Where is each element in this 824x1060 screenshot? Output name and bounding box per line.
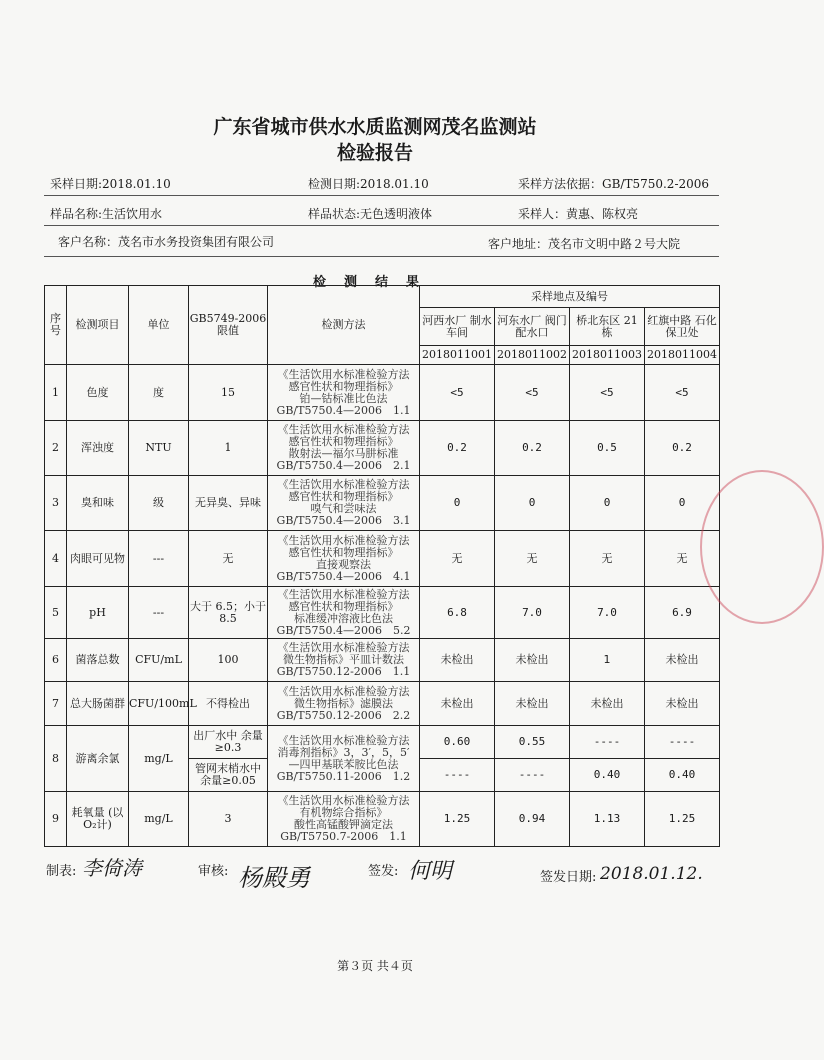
row-value: <5: [420, 365, 495, 421]
header-limit: GB5749-2006 限值: [189, 286, 268, 365]
prepared-label: 制表:: [46, 864, 77, 879]
header-no: 序号: [45, 286, 67, 365]
sample-name: 样品名称:生活饮用水: [50, 207, 163, 221]
test-date: 检测日期:2018.01.10: [308, 177, 429, 191]
row-value: 0.2: [645, 421, 720, 476]
row-method: 《生活饮用水标准检验方法 感官性状和物理指标》 散射法—福尔马肼标准 GB/T5750.4—2006 2.1: [268, 421, 420, 476]
issue-date: 2018.01.12.: [600, 864, 703, 884]
row-value: 0.2: [420, 421, 495, 476]
row-limit: 15: [189, 365, 268, 421]
row-no: 2: [45, 421, 67, 476]
row-item: 臭和味: [67, 476, 129, 531]
row-value: 未检出: [570, 682, 645, 726]
official-seal: [700, 470, 824, 624]
table-row: [45, 476, 720, 531]
row-value: 1.13: [570, 792, 645, 847]
row-value: 6.8: [420, 587, 495, 639]
header-unit: 单位: [129, 286, 189, 365]
row-value: 无: [645, 531, 720, 587]
table-row: [45, 365, 720, 421]
divider: [44, 256, 719, 257]
row-unit: CFU/100mL: [129, 682, 189, 726]
row-value: 0.55: [495, 726, 570, 759]
row-value: 未检出: [645, 639, 720, 682]
row-item: 总大肠菌群: [67, 682, 129, 726]
row-unit: NTU: [129, 421, 189, 476]
issued-label: 签发:: [368, 864, 399, 879]
reviewed-label: 审核:: [198, 864, 229, 879]
row-value: ----: [495, 759, 570, 792]
row-method: 《生活饮用水标准检验方法 微生物指标》滤膜法 GB/T5750.12-2006 2.2: [268, 682, 420, 726]
page-number: 第３页 共４页: [337, 959, 413, 973]
divider: [44, 195, 719, 196]
row-limit: 不得检出: [189, 682, 268, 726]
row-value: 未检出: [645, 682, 720, 726]
sample-state: 样品状态:无色透明液体: [308, 207, 433, 221]
row-limit: 3: [189, 792, 268, 847]
row-no: 8: [45, 726, 67, 792]
site-code: 2018011001: [420, 346, 495, 365]
site-code: 2018011004: [645, 346, 720, 365]
row-method: 《生活饮用水标准检验方法 消毒剂指标》3，3′，5，5′ —四甲基联苯胺比色法 GB/T5750.11-2006 1.2: [268, 726, 420, 792]
sampler: 采样人：黄惠、陈权亮: [518, 207, 639, 221]
row-value: 0.40: [570, 759, 645, 792]
site-name: 红旗中路 石化保卫处: [645, 308, 720, 346]
row-value: 1.25: [645, 792, 720, 847]
row-limit-factory: 出厂水中 余量≥0.3: [189, 726, 268, 759]
row-method: 《生活饮用水标准检验方法 感官性状和物理指标》 标准缓冲溶液比色法 GB/T5750.4—2006 5.2: [268, 587, 420, 639]
row-unit: mg/L: [129, 792, 189, 847]
header-method: 检测方法: [268, 286, 420, 365]
row-method: 《生活饮用水标准检验方法 感官性状和物理指标》 嗅气和尝味法 GB/T5750.4—2006 3.1: [268, 476, 420, 531]
row-unit: mg/L: [129, 726, 189, 792]
site-name: 河东水厂 阀门配水口: [495, 308, 570, 346]
site-code: 2018011002: [495, 346, 570, 365]
row-value: <5: [495, 365, 570, 421]
row-item: 色度: [67, 365, 129, 421]
row-value: 0: [570, 476, 645, 531]
row-value: 未检出: [420, 639, 495, 682]
reviewed-signature: 杨殿勇: [238, 864, 310, 892]
row-item: 游离余氯: [67, 726, 129, 792]
row-item: 肉眼可见物: [67, 531, 129, 587]
row-limit: 100: [189, 639, 268, 682]
row-limit: 无异臭、异味: [189, 476, 268, 531]
row-limit-network: 管网末梢水中 余量≥0.05: [189, 759, 268, 792]
row-no: 9: [45, 792, 67, 847]
header-sites: 采样地点及编号: [420, 286, 720, 308]
row-value: 无: [495, 531, 570, 587]
row-value: ----: [420, 759, 495, 792]
row-method: 《生活饮用水标准检验方法 有机物综合指标》 酸性高锰酸钾滴定法 GB/T5750.7-2006 1.1: [268, 792, 420, 847]
header-item: 检测项目: [67, 286, 129, 365]
row-unit: 度: [129, 365, 189, 421]
table-row: [45, 639, 720, 682]
row-no: 1: [45, 365, 67, 421]
row-value: <5: [645, 365, 720, 421]
row-value: 0.60: [420, 726, 495, 759]
sampling-method: 采样方法依据：GB/T5750.2-2006: [518, 177, 710, 191]
row-item: 菌落总数: [67, 639, 129, 682]
table-row: [45, 587, 720, 639]
row-value: ----: [570, 726, 645, 759]
table-row: [45, 792, 720, 847]
row-item: 耗氧量 (以O₂计): [67, 792, 129, 847]
site-name: 桥北东区 21 栋: [570, 308, 645, 346]
row-value: 1: [570, 639, 645, 682]
row-value: 0: [495, 476, 570, 531]
site-name: 河西水厂 制水车间: [420, 308, 495, 346]
row-unit: 级: [129, 476, 189, 531]
row-value: 无: [570, 531, 645, 587]
report-title-org: 广东省城市供水水质监测网茂名监测站: [213, 116, 537, 138]
table-row: [45, 726, 720, 759]
issue-date-label: 签发日期:: [540, 870, 597, 885]
row-value: 未检出: [420, 682, 495, 726]
issued-signature: 何明: [408, 859, 453, 884]
row-limit: 大于 6.5；小于 8.5: [189, 587, 268, 639]
row-value: 7.0: [495, 587, 570, 639]
prepared-signature: 李倚涛: [82, 856, 142, 880]
row-value: 0: [645, 476, 720, 531]
row-value: 6.9: [645, 587, 720, 639]
row-no: 7: [45, 682, 67, 726]
row-value: 0.5: [570, 421, 645, 476]
row-value: 未检出: [495, 682, 570, 726]
row-value: 1.25: [420, 792, 495, 847]
table-row: [45, 682, 720, 726]
row-no: 5: [45, 587, 67, 639]
table-row: [45, 531, 720, 587]
results-table: [44, 285, 720, 847]
site-code: 2018011003: [570, 346, 645, 365]
table-row: [45, 421, 720, 476]
row-value: <5: [570, 365, 645, 421]
row-unit: ---: [129, 531, 189, 587]
row-value: 0.94: [495, 792, 570, 847]
report-title: 检验报告: [336, 142, 413, 164]
divider: [44, 225, 719, 226]
sample-date: 采样日期:2018.01.10: [50, 177, 171, 191]
row-method: 《生活饮用水标准检验方法 感官性状和物理指标》 铂—钴标准比色法 GB/T5750.4—2006 1.1: [268, 365, 420, 421]
row-method: 《生活饮用水标准检验方法 感官性状和物理指标》 直接观察法 GB/T5750.4—2006 4.1: [268, 531, 420, 587]
row-item: pH: [67, 587, 129, 639]
row-value: 0.2: [495, 421, 570, 476]
row-item: 浑浊度: [67, 421, 129, 476]
client-name: 客户名称：茂名市水务投资集团有限公司: [58, 235, 275, 249]
row-value: 7.0: [570, 587, 645, 639]
row-value: ----: [645, 726, 720, 759]
row-value: 未检出: [495, 639, 570, 682]
row-value: 0.40: [645, 759, 720, 792]
row-no: 6: [45, 639, 67, 682]
row-unit: CFU/mL: [129, 639, 189, 682]
row-limit: 无: [189, 531, 268, 587]
row-value: 0: [420, 476, 495, 531]
row-no: 4: [45, 531, 67, 587]
row-no: 3: [45, 476, 67, 531]
row-method: 《生活饮用水标准检验方法 微生物指标》平皿计数法 GB/T5750.12-2006 1.1: [268, 639, 420, 682]
row-limit: 1: [189, 421, 268, 476]
row-unit: ---: [129, 587, 189, 639]
row-value: 无: [420, 531, 495, 587]
client-address: 客户地址：茂名市文明中路２号大院: [488, 237, 681, 251]
section-title: 检测结果: [312, 275, 437, 290]
